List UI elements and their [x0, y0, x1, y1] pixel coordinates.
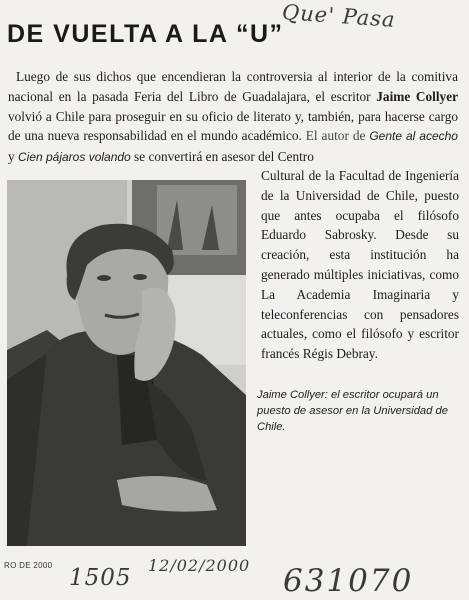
- lead-text-3: El autor de: [305, 128, 370, 144]
- author-photo: [7, 180, 246, 546]
- lead-text-1: Luego de sus dichos que encendieran la controversia al interior de la comitiva nacional en la pasada Feria del Libro de Guadalajara, el escritor: [8, 69, 458, 104]
- lead-text-5: se convertirá en asesor del Centro: [130, 149, 314, 165]
- author-name: Jaime Collyer: [376, 88, 458, 104]
- book-title-1: Gente al acecho: [369, 129, 458, 144]
- article-body-column: Cultural de la Facultad de Ingeniería de la Universidad de Chile, puesto que antes ocupaba el filósofo Eduardo Sabrosky. Desde su creación, esta institución ha generado múltiples iniciativas, como La Academia Imaginaria y teleconferencias con pensadores actuales, como el filósofo y escritor francés Régis Debray.: [261, 168, 459, 362]
- handwritten-date: 12/02/2000: [148, 556, 251, 575]
- article-lead-paragraph: [8, 67, 458, 168]
- lead-text-4: y: [8, 149, 18, 165]
- handwritten-code: 1505: [69, 565, 132, 591]
- footer-date: RO DE 2000: [4, 561, 53, 570]
- handwritten-source-note: Que' Pasa: [281, 0, 397, 32]
- photo-caption: Jaime Collyer: el escritor ocupará un puesto de asesor en la Universidad de Chile.: [257, 389, 448, 433]
- book-title-2: Cien pájaros volando: [17, 150, 131, 165]
- lead-text-2: volvió a Chile para proseguir en su oficio de literato y, también, para hacerse cargo de una nueva responsabilidad en el mundo académico.: [8, 108, 458, 144]
- handwritten-number: 631070: [283, 563, 414, 599]
- article-headline: DE VUELTA A LA “U”: [7, 20, 284, 48]
